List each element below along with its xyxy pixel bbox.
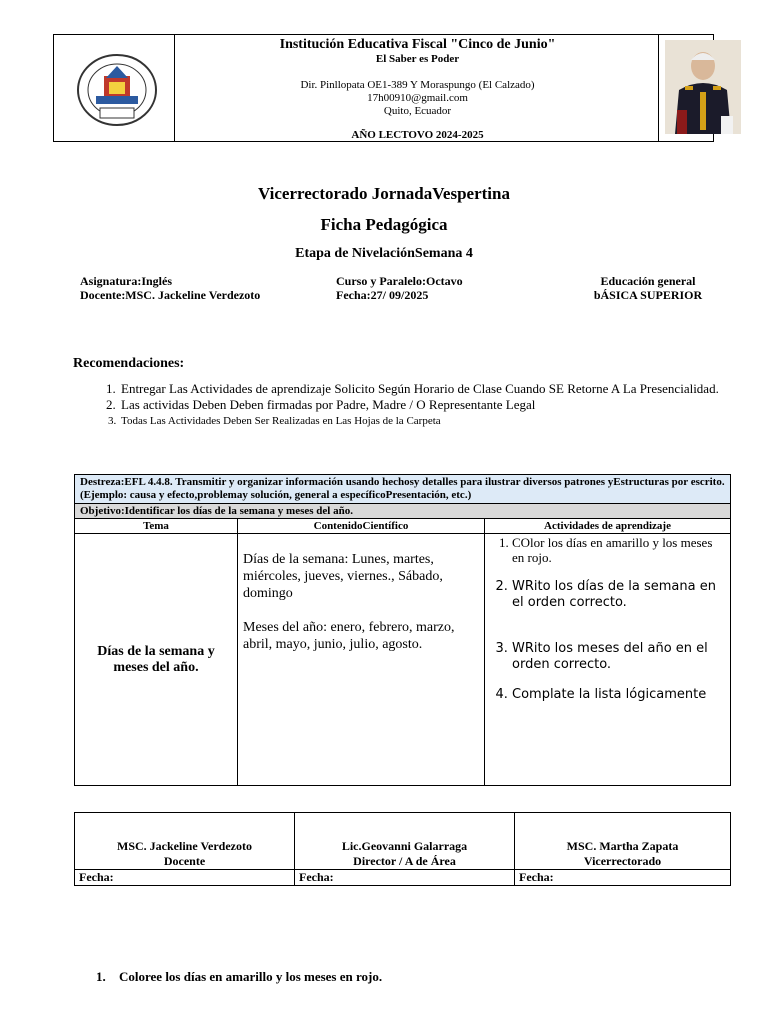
signature-date: Fecha: [295,870,515,886]
logo-cell [54,35,175,141]
lesson-plan-table [74,474,731,786]
signature-date: Fecha: [75,870,295,886]
contenido-months: Meses del año: enero, febrero, marzo, abril, mayo, junio, julio, agosto. [243,620,455,652]
activities-list [490,535,725,703]
subject: Asignatura:Inglés [80,274,173,288]
column-header-contenido: ContenidoCientífico [238,519,485,534]
institution-motto: El Saber es Poder [375,53,460,65]
institution-header [53,34,714,142]
institution-contact [175,79,660,118]
signature-name: Lic.Geovanni Galarraga [341,839,468,853]
recommendation-item: 2. Las actividas Deben Deben firmadas por Padre, Madre / O Representante Legal [119,397,759,413]
exercise-instruction [96,969,382,985]
contenido-cell [238,534,485,786]
school-seal-icon [76,52,158,128]
address: Dir. Pinllopata OE1-389 Y Moraspungo (El Calzado) [300,79,535,91]
recommendations-title: Recomendaciones: [73,356,185,371]
level-line-1: Educación general [600,274,696,288]
level-info [588,274,708,302]
date: Fecha:27/ 09/2025 [336,288,429,302]
activity-item: 4. Complate la lista lógicamente [512,687,725,703]
column-header-actividades: Actividades de aprendizaje [485,519,731,534]
signature-docente [75,813,295,870]
signature-table [74,812,731,886]
level-line-2: bÁSICA SUPERIOR [593,288,703,302]
signature-date: Fecha: [515,870,731,886]
portrait-cell [658,35,713,141]
etapa-title: Etapa de NivelaciónSemana 4 [295,246,473,261]
signature-name: MSC. Jackeline Verdezoto [117,839,252,853]
subject-teacher-info [80,274,260,302]
recommendations-list [77,381,759,429]
signature-role: Vicerrectorado [583,854,662,868]
destreza-cell: Destreza:EFL 4.4.8. Transmitir y organizar información usando hechosy detalles para ilustrar diversos patrones yEstructuras por escrito. (Ejemplo: causa y efecto,problemay solución, general a específicoPresentación, etc.) [75,475,731,504]
contenido-days: Días de la semana: Lunes, martes, miércoles, jueves, viernes., Sábado, domingo [243,552,443,601]
signature-director [295,813,515,870]
recommendation-item: 1. Entregar Las Actividades de aprendizaje Solicito Según Horario de Clase Cuando SE Retorne A La Presencialidad. [119,381,759,397]
course: Curso y Paralelo:Octavo [336,274,463,288]
institution-name: Institución Educativa Fiscal "Cinco de Junio" [279,37,556,52]
activity-item: 2. WRito los días de la semana en el orden correcto. [512,579,725,611]
ficha-title: Ficha Pedagógica [320,215,448,234]
recommendation-item: 3. Todas Las Actividades Deben Ser Realizadas en Las Hojas de la Carpeta [119,413,759,429]
exercise-number: 1. [96,969,106,984]
institution-info [175,35,660,141]
email: 17h00910@gmail.com [367,92,468,104]
signature-role: Director / A de Área [353,854,456,868]
course-date-info [336,274,463,302]
objetivo-cell: Objetivo:Identificar los días de la semana y meses del año. [75,504,731,519]
city: Quito, Ecuador [383,105,452,117]
activity-item: 1. COlor los días en amarillo y los meses en rojo. [512,535,725,565]
teacher: Docente:MSC. Jackeline Verdezoto [80,288,261,302]
school-year: AÑO LECTOVO 2024-2025 [351,129,484,141]
column-header-tema: Tema [75,519,238,534]
signature-name: MSC. Martha Zapata [566,839,679,853]
activity-item: 3. WRito los meses del año en el orden correcto. [512,641,725,673]
vice-title: Vicerrectorado JornadaVespertina [258,184,510,203]
signature-role: Docente [163,854,206,868]
portrait-image [665,40,741,134]
exercise-text: Coloree los días en amarillo y los meses en rojo. [119,969,383,984]
actividades-cell [485,534,731,786]
tema-cell: Días de la semana y meses del año. [75,534,238,786]
signature-vicerrectorado [515,813,731,870]
